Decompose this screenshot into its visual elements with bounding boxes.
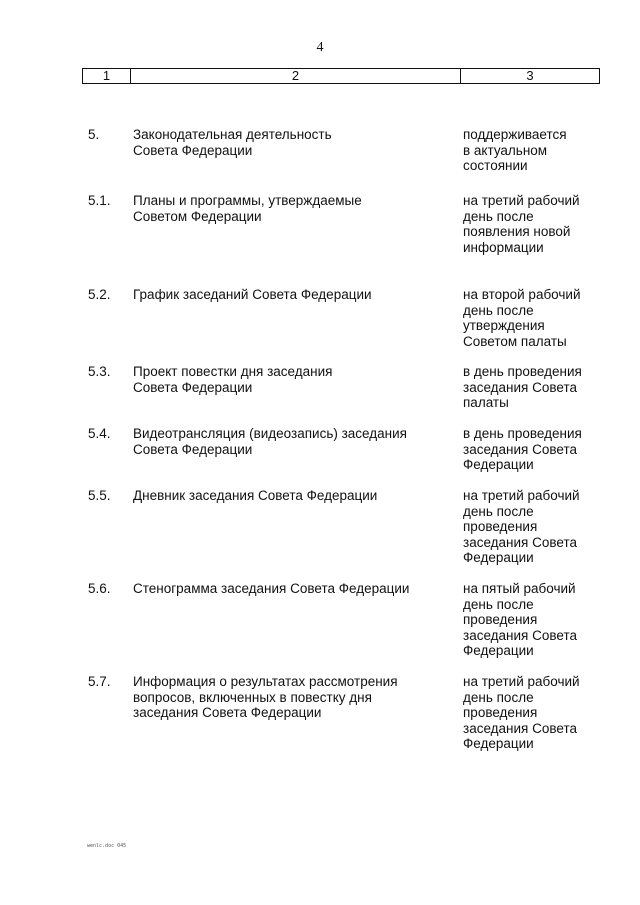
row-term-line: в день проведения xyxy=(463,426,582,441)
row-term-line: палаты xyxy=(463,395,509,410)
row-update-term xyxy=(463,488,603,566)
column-number-2: 2 xyxy=(131,69,461,83)
row-term-line: заседания Совета xyxy=(463,627,577,643)
row-number: 5.1. xyxy=(88,193,111,208)
row-number: 5.3. xyxy=(88,364,111,379)
row-term-line: поддерживается xyxy=(463,127,567,142)
table-row xyxy=(0,193,640,287)
table-row xyxy=(0,287,640,364)
row-number: 5. xyxy=(88,127,100,142)
column-number-header xyxy=(82,68,600,84)
row-number: 5.4. xyxy=(88,426,111,441)
row-term-line: Федерации xyxy=(463,643,534,658)
row-term-line: заседания Совета xyxy=(463,441,577,457)
column-number-1: 1 xyxy=(83,69,131,83)
table-row xyxy=(0,426,640,488)
row-term-line: Федерации xyxy=(463,457,534,472)
table-row xyxy=(0,581,640,674)
page-number: 4 xyxy=(316,40,324,55)
row-term-line: на второй рабочий xyxy=(463,287,581,302)
row-term-line: в день проведения xyxy=(463,364,582,379)
row-title xyxy=(133,674,443,721)
footer-file-mark: wenlc.doc 045 xyxy=(87,843,127,849)
table-row xyxy=(0,488,640,581)
row-term-line: состоянии xyxy=(463,158,528,173)
row-term-line: на третий рабочий xyxy=(463,488,580,503)
row-number: 5.2. xyxy=(88,287,111,302)
row-update-term xyxy=(463,581,603,659)
row-term-line: на третий рабочий xyxy=(463,674,580,689)
row-update-term xyxy=(463,127,603,174)
row-term-line: Федерации xyxy=(463,550,534,565)
table-row xyxy=(0,127,640,193)
row-term-line: день после xyxy=(463,689,534,705)
table-row xyxy=(0,364,640,426)
row-title-line: Советом Федерации xyxy=(133,208,262,224)
row-title-line: Совета Федерации xyxy=(133,441,253,457)
row-number: 5.7. xyxy=(88,674,111,689)
document-table xyxy=(0,127,640,754)
row-term-line: день после xyxy=(463,503,534,519)
row-term-line: проведения xyxy=(463,705,538,720)
row-title xyxy=(133,364,443,395)
row-update-term xyxy=(463,674,603,752)
row-term-line: день после xyxy=(463,596,534,612)
row-term-line: день после xyxy=(463,208,534,224)
row-term-line: утверждения xyxy=(463,318,545,333)
row-term-line: на пятый рабочий xyxy=(463,581,576,596)
row-term-line: в актуальном xyxy=(463,142,548,158)
row-term-line: Советом палаты xyxy=(463,333,567,349)
row-term-line: заседания Совета xyxy=(463,534,577,550)
row-title xyxy=(133,287,443,303)
row-title-line: заседания Совета Федерации xyxy=(133,705,322,720)
row-title-line: Проект повестки дня заседания xyxy=(133,364,333,379)
row-update-term xyxy=(463,426,603,473)
row-term-line: заседания Совета xyxy=(463,720,577,736)
row-update-term xyxy=(463,364,603,411)
row-title-line: Дневник заседания Совета Федерации xyxy=(133,488,378,503)
row-title xyxy=(133,127,443,158)
column-number-3: 3 xyxy=(526,68,534,83)
row-title xyxy=(133,581,443,597)
row-title xyxy=(133,488,443,504)
row-term-line: информации xyxy=(463,239,544,255)
row-term-line: проведения xyxy=(463,612,538,627)
row-title-line: Информация о результатах рассмотрения xyxy=(133,674,398,689)
row-title-line: Совета Федерации xyxy=(133,142,253,158)
row-title-line: Совета Федерации xyxy=(133,379,253,395)
row-term-line: Федерации xyxy=(463,736,534,751)
row-title-line: График заседаний Совета Федерации xyxy=(133,287,372,302)
row-update-term xyxy=(463,287,603,349)
row-title-line: Законодательная деятельность xyxy=(133,127,332,142)
row-term-line: появления новой xyxy=(463,224,571,239)
row-title-line: Стенограмма заседания Совета Федерации xyxy=(133,581,410,596)
row-number: 5.6. xyxy=(88,581,111,596)
row-title-line: Планы и программы, утверждаемые xyxy=(133,193,362,208)
row-title-line: Видеотрансляция (видеозапись) заседания xyxy=(133,426,407,441)
row-title xyxy=(133,426,443,457)
row-term-line: день после xyxy=(463,302,534,318)
row-title-line: вопросов, включенных в повестку дня xyxy=(133,689,372,705)
row-term-line: проведения xyxy=(463,519,538,534)
row-term-line: на третий рабочий xyxy=(463,193,580,208)
row-title xyxy=(133,193,443,224)
row-term-line: заседания Совета xyxy=(463,379,577,395)
row-update-term xyxy=(463,193,603,255)
row-number: 5.5. xyxy=(88,488,111,503)
table-row xyxy=(0,674,640,754)
